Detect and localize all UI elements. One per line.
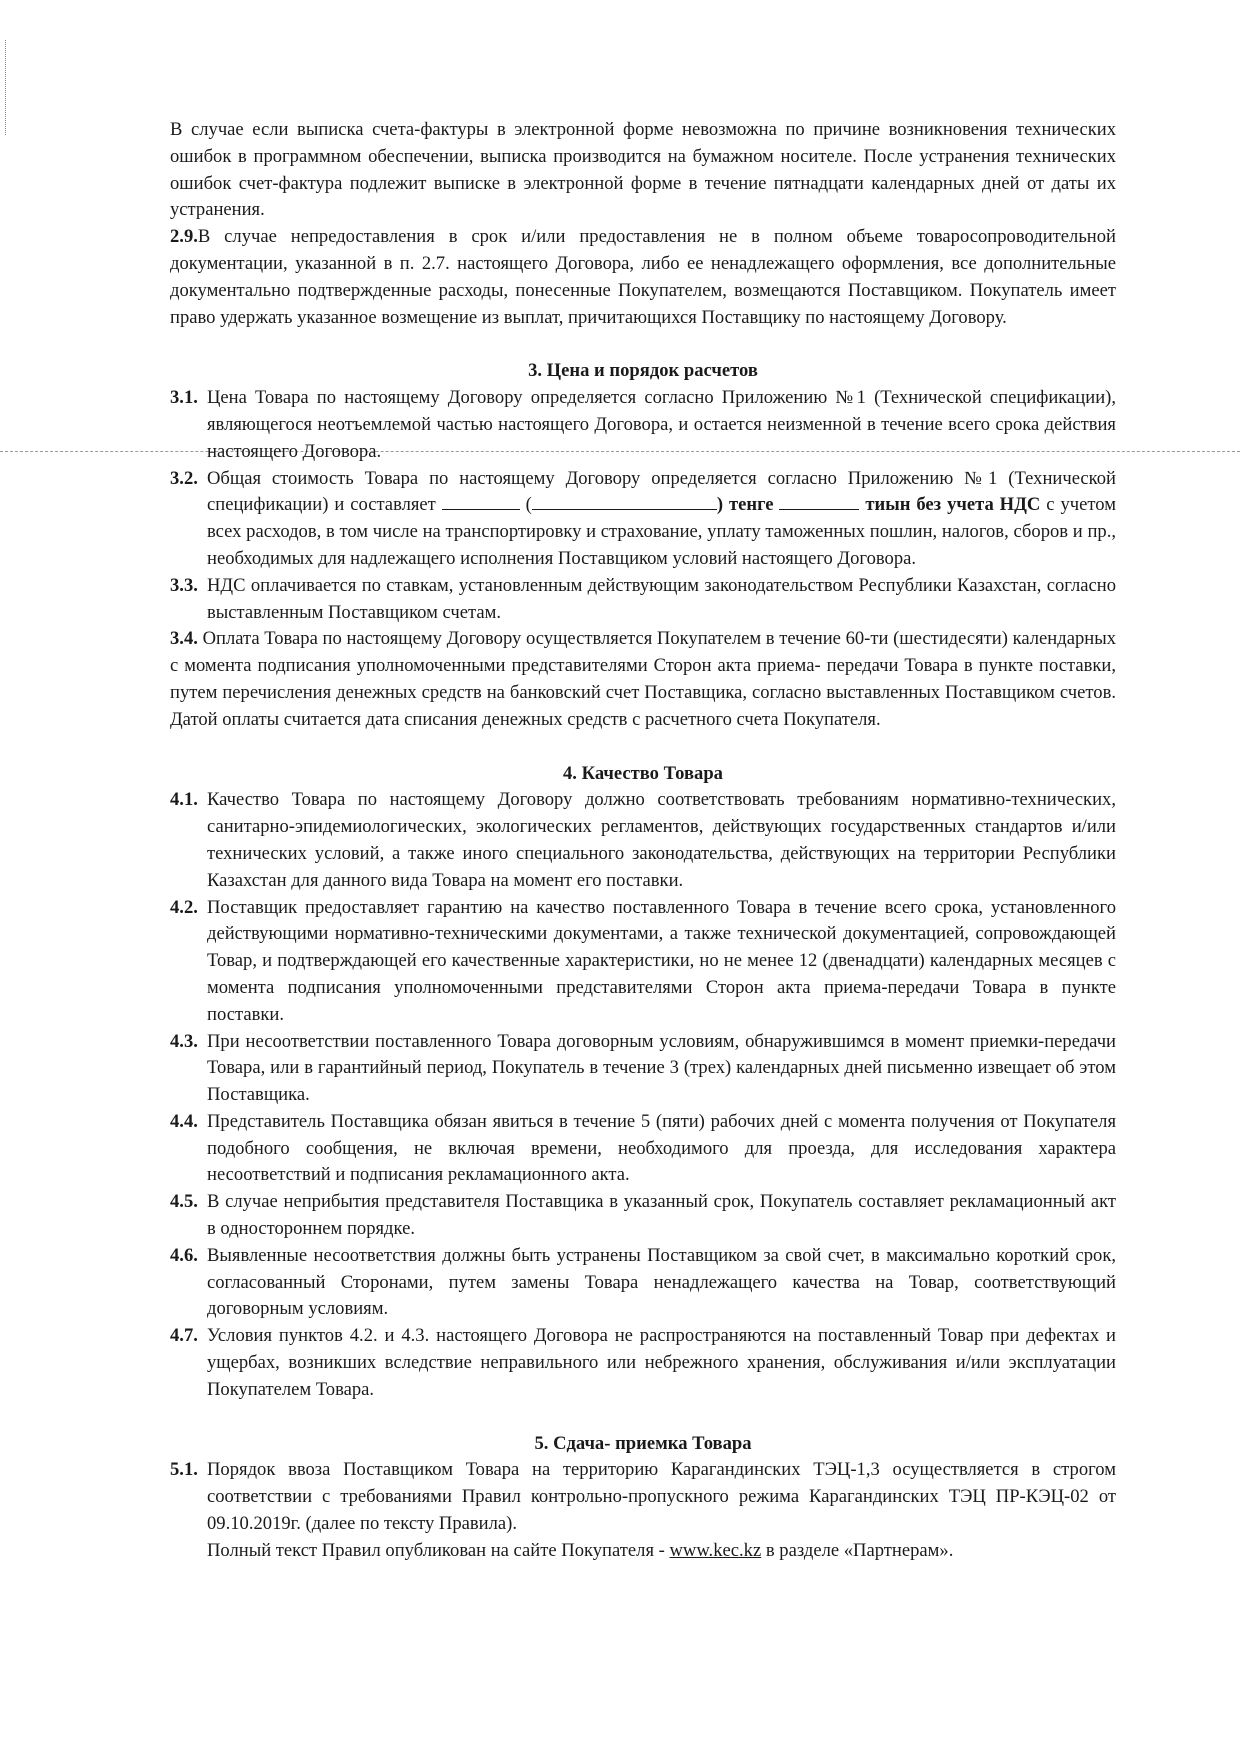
intro-paragraph: В случае если выписка счета-фактуры в электронной форме невозможна по причине возникновения технических ошибок в программном обеспечении, выписка производится на бумажном носителе. После устранения технических ошибок счет-фактура подлежит выписке в электронной форме в течение пятнадцати календарных дней от даты их устранения. — [170, 119, 1116, 221]
clause-3-1-number: 3.1. — [170, 387, 198, 409]
clause-4-5-number: 4.5. — [170, 1191, 198, 1213]
section-3-title: 3. Цена и порядок расчетов — [528, 360, 758, 382]
clause-4-7-number: 4.7. — [170, 1325, 198, 1347]
clause-5-1-text: Порядок ввоза Поставщиком Товара на территорию Карагандинских ТЭЦ-1,3 осуществляется в строгом соответствии с требованиями Правил контрольно-пропускного режима Карагандинских ТЭЦ ПР-КЭЦ-02 от 09.10.2019г. (далее по тексту Правила). — [207, 1459, 1116, 1535]
clause-2-9 — [170, 224, 1116, 331]
clause-3-2-text-a: Общая стоимость Товара по настоящему Договору определяется согласно Приложению №1 (Технической спецификации) и составляет — [207, 467, 1116, 516]
clause-4-1-number: 4.1. — [170, 789, 198, 811]
clause-4-2-number: 4.2. — [170, 896, 198, 918]
clause-4-7 — [170, 1323, 1116, 1403]
clause-4-6 — [170, 1243, 1116, 1323]
clause-2-9-text: В случае непредоставления в срок и/или предоставления не в полном объеме товаросопроводительной документации, указанной в п. 2.7. настоящего Договора, либо ее ненадлежащего оформления, все дополнительные документально подтвержденные расходы, понесенные Покупателем, возмещаются Поставщиком. Покупатель имеет право удержать указанное возмещение из выплат, причитающихся Поставщику по настоящему Договору. — [170, 226, 1116, 328]
blank-amount-words — [532, 509, 717, 510]
clause-4-3-number: 4.3. — [170, 1030, 198, 1052]
clause-3-1-text: Цена Товара по настоящему Договору определяется согласно Приложению №1 (Технической спецификации), являющегося неотъемлемой частью настоящего Договора, и остается неизменной в течение всего срока действия настоящего Договора. — [207, 387, 1116, 462]
clause-3-2-text-b: с учетом всех расходов, в том числе на транспортировку и страхование, уплату таможенных пошлин, налогов, сборов и пр., необходимых для надлежащего исполнения Поставщиком условий настоящего Договора. — [207, 494, 1116, 569]
clause-4-3-text: При несоответствии поставленного Товара договорным условиям, обнаружившимся в момент приемки-передачи Товара, или в гарантийный период, Покупатель в течение 3 (трех) календарных дней письменно извещает об этом Поставщика. — [207, 1030, 1116, 1106]
section-5-title: 5. Сдача- приемка Товара — [534, 1432, 752, 1454]
clause-4-4 — [170, 1109, 1116, 1189]
blank-tiyn — [779, 509, 859, 510]
clause-3-1 — [170, 385, 1116, 465]
section-4-title: 4. Качество Товара — [563, 762, 723, 784]
clause-2-9-number: 2.9. — [170, 226, 198, 248]
clause-4-5 — [170, 1189, 1116, 1243]
clause-3-2-number: 3.2. — [170, 467, 198, 489]
clause-4-1-text: Качество Товара по настоящему Договору должно соответствовать требованиям нормативно-технических, санитарно-эпидемиологических, экологических регламентов, действующих государственных стандартов и/или технических условий, а также иного специального законодательства, действующих на территории Республики Казахстан для данного вида Товара на момент его поставки. — [207, 789, 1116, 891]
clause-3-3-number: 3.3. — [170, 574, 198, 596]
paren-open: ( — [525, 494, 532, 516]
clause-3-4-number: 3.4. — [170, 628, 198, 650]
tenge-label: ) тенге — [716, 494, 774, 516]
clause-3-3-text: НДС оплачивается по ставкам, установленным действующим законодательством Республики Казахстан, согласно выставленным Поставщиком счетам. — [207, 574, 1116, 623]
clause-4-7-text: Условия пунктов 4.2. и 4.3. настоящего Договора не распространяются на поставленный Товар при дефектах и ущербах, возникших вследствие неправильного или небрежного хранения, обслуживания и/или эксплуатации Покупателем Товара. — [207, 1325, 1116, 1400]
clause-3-4 — [170, 626, 1116, 733]
clause-4-5-text: В случае неприбытия представителя Поставщика в указанный срок, Покупатель составляет рекламационный акт в одностороннем порядке. — [207, 1191, 1116, 1240]
vat-note: тиын без учета НДС — [865, 494, 1041, 516]
clause-5-1-text-c: в разделе «Партнерам». — [761, 1539, 954, 1561]
clause-5-1 — [170, 1457, 1116, 1564]
clause-4-6-text: Выявленные несоответствия должны быть устранены Поставщиком за свой счет, в максимально короткий срок, согласованный Сторонами, путем замены Товара ненадлежащего качества на Товар, соответствующий договорным условиям. — [207, 1244, 1116, 1320]
clause-4-2 — [170, 895, 1116, 1029]
clause-4-4-number: 4.4. — [170, 1110, 198, 1132]
clause-5-1-text-b: Полный текст Правил опубликован на сайте Покупателя - — [207, 1539, 670, 1561]
clause-5-1-number: 5.1. — [170, 1459, 198, 1481]
clause-3-3 — [170, 573, 1116, 627]
document-page — [170, 117, 1116, 1565]
website-link[interactable]: www.kec.kz — [669, 1539, 762, 1561]
clause-3-2 — [170, 466, 1116, 573]
clause-4-2-text: Поставщик предоставляет гарантию на качество поставленного Товара в течение всего срока, установленного действующими нормативно-техническими документами, а также технической документацией, сопровождающей Товар, и подтверждающей его качественные характеристики, но не менее 12 (двенадцати) календарных месяцев с момента подписания уполномоченными представителями Сторон акта приема-передачи Товара в пункте поставки. — [207, 896, 1116, 1025]
clause-4-4-text: Представитель Поставщика обязан явиться в течение 5 (пяти) рабочих дней с момента получения от Покупателя подобного сообщения, не включая времени, необходимого для проезда, для исследования характера несоответствий и подписания рекламационного акта. — [207, 1110, 1116, 1186]
clause-3-4-text: Оплата Товара по настоящему Договору осуществляется Покупателем в течение 60-ти (шестидесяти) календарных с момента подписания уполномоченными представителями Сторон акта приема- передачи Товара в пункте поставки, путем перечисления денежных средств на банковский счет Поставщика, согласно выставленных Поставщиком счетов. Датой оплаты считается дата списания денежных средств с расчетного счета Покупателя. — [170, 628, 1116, 730]
blank-amount-digits — [442, 509, 520, 510]
clause-4-3 — [170, 1029, 1116, 1109]
clause-4-1 — [170, 787, 1116, 894]
binding-margin-marks — [5, 40, 6, 135]
clause-4-6-number: 4.6. — [170, 1244, 198, 1266]
